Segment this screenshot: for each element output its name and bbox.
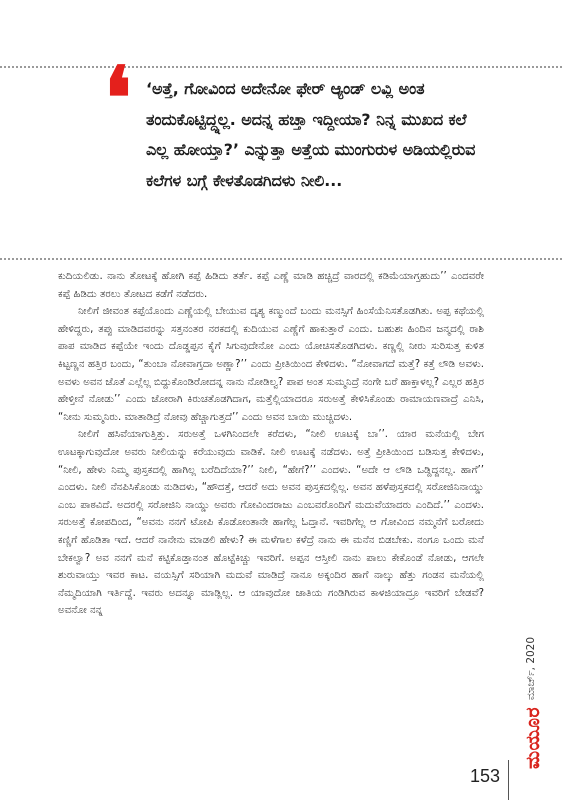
paragraph-3: ನೀಲಿಗೆ ಹಸಿವೆಯಾಗುತ್ತಿತ್ತು. ಸರುಅತ್ತೆ ಒಳಗಿನಿಂದಲೇ ಕರೆದಳು, “ನೀಲಿ ಊಟಕ್ಕೆ ಬಾ’’. ಯಾರ ಮನೆಯಲ್ಲಿ ಬೇಗ ಊಟಕ್ಕಾಗುವುದೋ ಅವರು ನೀಲಿಯನ್ನು ಕರೆಯುವುದು ವಾಡಿಕೆ. ನೀಲಿ ಊಟಕ್ಕೆ ನಡೆದಳು. ಅತ್ತೆ ಪ್ರೀತಿಯಿಂದ ಬಡಿಸುತ್ತ ಕೇಳಿದಳು, “ನೀಲಿ, ಹೇಳು ನಿಮ್ಮ ಪುಸ್ತಕದಲ್ಲಿ ಹಾಗಿಲ್ಲ ಬರೆದಿದೆಯಾ?’’ ನೀಲಿ, “ಹೇಗೆ?’’ ಎಂದಳು. “ಅದೇ ಆ ಲೌಡಿ ಒಡ್ದಿದ್ದನಲ್ಲ. ಹಾಗೆ’’ ಎಂದಳು. ನೀಲಿ ನೆನಪಿಸಿಕೊಂಡು ನುಡಿದಳು, “ಹೌದತ್ತೆ, ಆದರೆ ಅದು ಅವನ ಪುಸ್ತಕದಲ್ಲಿಲ್ಲ. ಅವನ ಹಳೆಪುಸ್ತಕದಲ್ಲಿ ಸರೋಜಿನಿನಾಯ್ಡು ಎಂಬ ಪಾಠವಿದೆ. ಅದರಲ್ಲಿ ಸರೋಜಿನಿ ನಾಯ್ಡು ಅವರು ಗೋವಿಂದರಾಜು ಎಂಬವರೊಂದಿಗೆ ಮದುವೆಯಾದರು ಎಂದಿದೆ.’’ ಎಂದಳು. ಸರುಅತ್ತೆ ಕೋಪದಿಂದ, “ಅವನು ನನಗೆ ಟೋಪಿ ಕೊಡೋಂತಾನೇ ಹಾಗೆಲ್ಲ ಓದ್ತಾನೆ. ಇವರಿಗೆಲ್ಲ ಆ ಗೋವಿಂದ ನಮ್ಮನೆಗೆ ಬರೋದು ಕಣ್ಣಿಗೆ ಹೊಡಿತಾ ಇದೆ. ಆದರೆ ನಾನೇನು ಮಾಡಲಿ ಹೇಳು? ಈ ಮಳೆಗಾಲ ಕಳೆದ್ರೆ ನಾನು ಈ ಮನೆನ ಬಿಡಬೇಕು. ನಂಗೂ ಒಂದು ಮನೆ ಬೇಕಲ್ವಾ? ಅವ ನನಗೆ ಮನೆ ಕಟ್ಟಿಕೊಡ್ತಾನಂತ ಹೊಟ್ಟೆಕಿಚ್ಚು ಇವರಿಗೆ. ಅಪ್ಪನ ಆಸ್ತೀಲಿ ನಾನು ಪಾಲು ಕೇಕೊಂಡೆ ನೋಡು, ಆಗಲೇ ಶುರುವಾಯ್ತು ಇವರ ಕಾಟ. ವಯಸ್ಸಿಗೆ ಸರಿಯಾಗಿ ಮದುವೆ ಮಾಡಿದ್ರೆ ನಾನೂ ಅಕ್ಕಂದಿರ ಹಾಗೆ ನಾಲ್ಕು ಹೆತ್ತು ಗಂಡನ ಮನೆಯಲ್ಲಿ ನೆಮ್ಮದಿಯಾಗಿ ಇರ್ತಿದ್ದೆ. ಇವರು ಅದನ್ನೂ ಮಾಡ್ಲಿಲ್ಲ. ಆ ಯಾವುದೋ ಜಾತಿಯ ಗಂಡಿಗಿರುವ ಕಾಳಜಿಯಾದ್ರೂ ಇವರಿಗೆ ಬೇಡವೆ? ಅವನೋ ನನ್ನ — [58, 429, 484, 617]
paragraph-1: ಕುದಿಯಲಿಡು. ನಾನು ತೋಟಕ್ಕೆ ಹೋಗಿ ಕಪ್ಪೆ ಹಿಡಿದು ತರ್ತೆ. ಕಪ್ಪೆ ಎಣ್ಣೆ ಮಾಡಿ ಹಚ್ಚಿದ್ರೆ ವಾರದಲ್ಲಿ ಕಡಿಮೆಯಾಗ್ತಹುದು’’ ಎಂದವರೇ ಕಪ್ಪೆ ಹಿಡಿದು ತರಲು ತೋಟದ ಕಡೆಗೆ ನಡೆದರು. — [58, 271, 484, 300]
page-number: 153 — [470, 766, 501, 786]
magazine-logo — [520, 706, 546, 770]
footer-vertical-rule — [508, 760, 509, 800]
top-dotted-rule — [0, 66, 562, 68]
issue-date — [520, 628, 544, 708]
paragraph-2: ನೀಲಿಗೆ ಜೀವಂತ ಕಪ್ಪೆಯೊಂದು ಎಣ್ಣೆಯಲ್ಲಿ ಬೇಯುವ ದೃಶ್ಯ ಕಣ್ಮುಂದೆ ಬಂದು ಮನಸ್ಸಿಗೆ ಹಿಂಸೆಯೆನಿಸತೊಡಗಿತು. ಅಪ್ಪ ಕಥೆಯಲ್ಲಿ ಹೇಳಿದ್ದರು, ತಪ್ಪು ಮಾಡಿದವರನ್ನು ಸತ್ತನಂತರ ನರಕದಲ್ಲಿ ಕುದಿಯುವ ಎಣ್ಣೆಗೆ ಹಾಕುತ್ತಾರೆ ಎಂದು. ಬಹುಶಃ ಹಿಂದಿನ ಜನ್ಮದಲ್ಲಿ ರಾಶಿ ಪಾಪ ಮಾಡಿದ ಕಪ್ಪೆಯೇ ಇಂದು ದೊಡ್ಡಪ್ಪನ ಕೈಗೆ ಸಿಗುವುದೇನೋ ಎಂದು ಯೋಚಿಸತೊಡಗಿದಳು. ಕಣ್ಣಲ್ಲಿ ನೀರು ಸುರಿಸುತ್ತ ಕುಳಿತ ಕಿಟ್ಟಣ್ಣನ ಹತ್ತಿರ ಬಂದು, “ತುಂಬಾ ನೋವಾಗ್ತದಾ ಅಣ್ಣಾ?’’ ಎಂದು ಪ್ರೀತಿಯಿಂದ ಕೇಳಿದಳು. “ನೋವಾಗದೆ ಮತ್ತೆ? ಕತ್ತೆ ಲೌಡಿ ಅವಳು. ಅವಳು ಅವನ ಜೊತೆ ಎಲ್ಲೆಲ್ಲ ಬಿದ್ದುಕೊಂಡಿರೋದನ್ನ ನಾನು ನೋಡಿಲ್ವ? ಪಾಪ ಅಂತ ಸುಮ್ಮನಿದ್ರೆ ನಂಗೇ ಬರೆ ಹಾಕ್ತಾಳಲ್ಲ? ಎಲ್ಲರ ಹತ್ತಿರ ಹೇಳ್ತೀನೆ ನೋಡು’’ ಎಂದು ಜೋರಾಗಿ ಕಿರುಚತೊಡಗಿದಾಗ, ಮತ್ತೆಲ್ಲಿಯಾದರೂ ಸರುಅತ್ತೆ ಕೇಳಿಸಿಕೊಂಡು ರಾಮಾಯಣವಾದ್ರೆ ಎನಿಸಿ, “ನೀನು ಸುಮ್ಮನಿರು. ಮಾತಾಡಿದ್ರೆ ನೋವು ಹೆಚ್ಚಾಗುತ್ತದೆ’’ ಎಂದು ಅವನ ಬಾಯಿ ಮುಚ್ಚಿದಳು. — [58, 306, 484, 423]
issue-date-text: ಮಾರ್ಚ್, 2020 — [525, 636, 538, 700]
pull-quote: ‘ಅತ್ತೆ, ಗೋವಿಂದ ಅದೇನೋ ಫೇರ್ ಆ್ಯಂಡ್ ಲವ್ಲಿ ಅಂತ ತಂದುಕೊಟ್ಟಿದ್ದ್ನಲ್ಲ. ಅದನ್ನ ಹಚ್ತಾ ಇದ್ದೀಯಾ? ನಿನ್ನ ಮುಖದ ಕಲೆ ಎಲ್ಲ ಹೋಯ್ತಾ?’ ಎನ್ನುತ್ತಾ ಅತ್ತೆಯ ಮುಂಗುರುಳ ಅಡಿಯಲ್ಲಿರುವ ಕಲೆಗಳ ಬಗ್ಗೆ ಕೇಳತೊಡಗಿದಳು ನೀಲಿ... — [146, 79, 476, 190]
quote-mark-icon: ❛ — [104, 48, 132, 149]
bottom-dotted-rule — [0, 258, 562, 260]
article-body — [58, 268, 484, 620]
magazine-logo-text: ಮಯೂರ — [522, 706, 544, 770]
